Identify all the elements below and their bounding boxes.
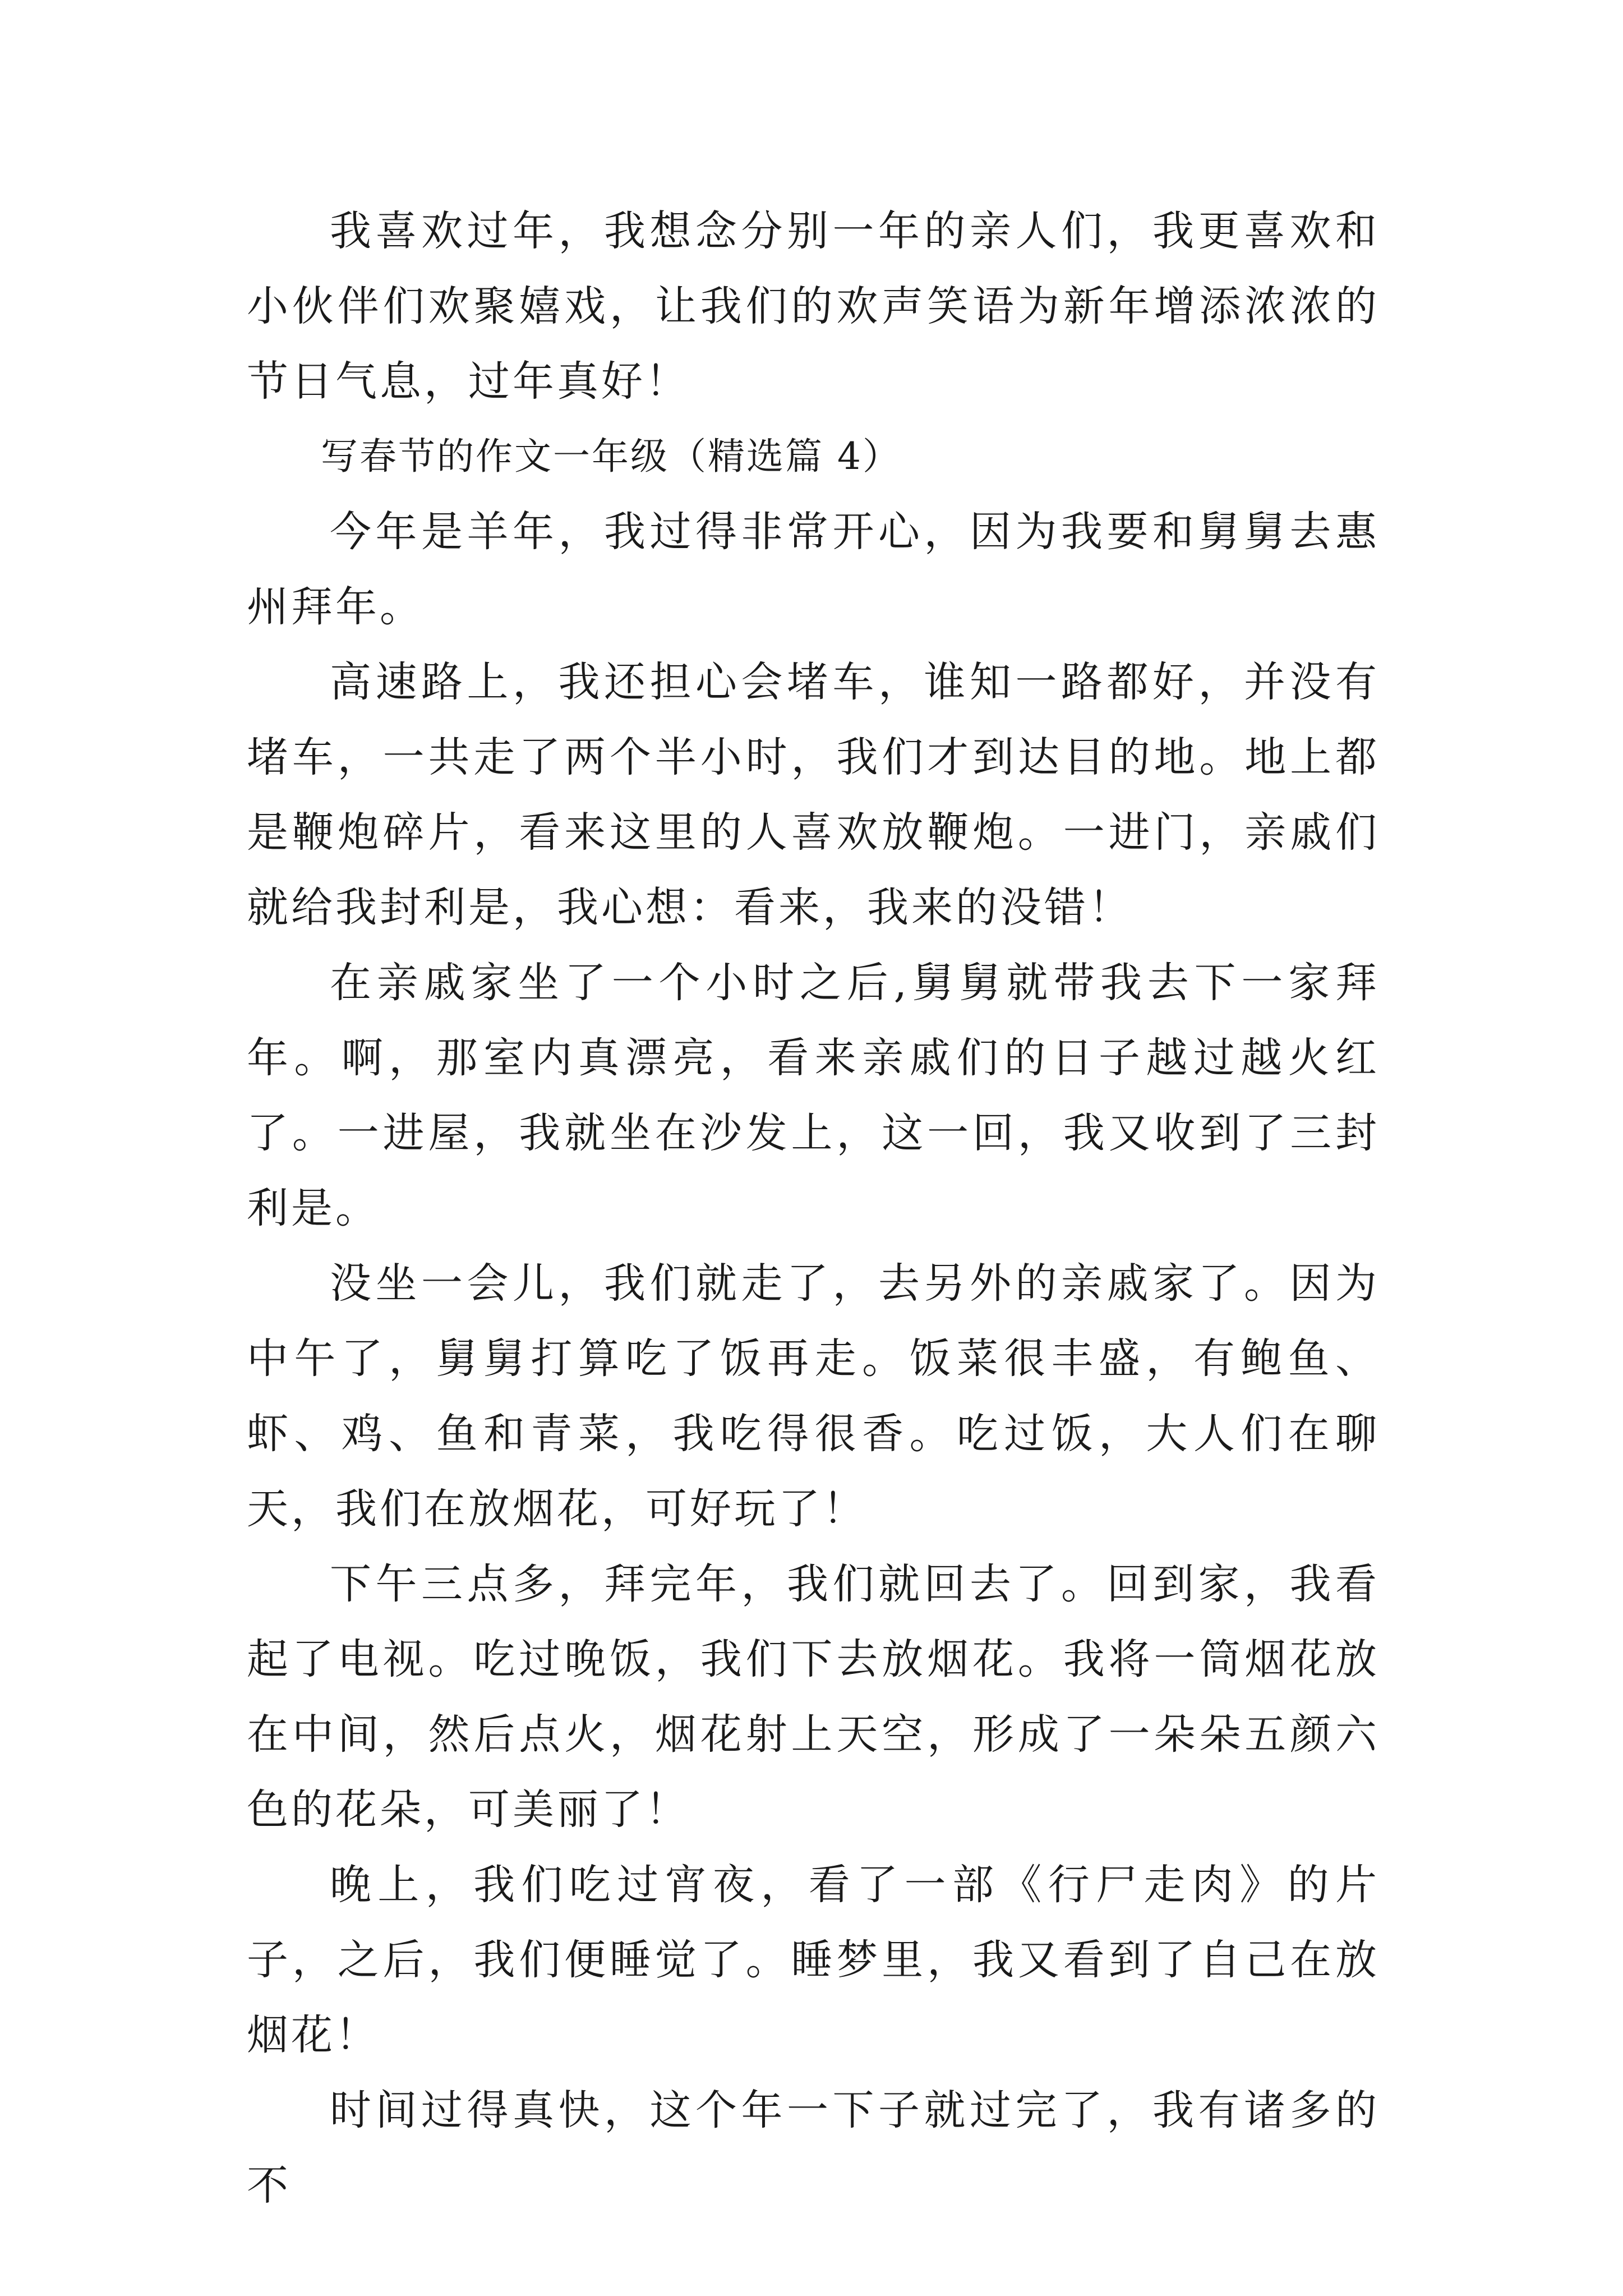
paragraph-5: 下午三点多，拜完年，我们就回去了。回到家，我看起了电视。吃过晚饭，我们下去放烟花。我将一筒烟花放在中间，然后点火，烟花射上天空，形成了一朵朵五颜六色的花朵，可美丽了！	[247, 1560, 1380, 1834]
paragraph-3: 在亲戚家坐了一个小时之后,舅舅就带我去下一家拜年。啊，那室内真漂亮，看来亲戚们的日子越过越火红了。一进屋，我就坐在沙发上，这一回，我又收到了三封利是。	[247, 959, 1380, 1232]
paragraph-2: 高速路上，我还担心会堵车，谁知一路都好，并没有堵车，一共走了两个半小时，我们才到达目的地。地上都是鞭炮碎片，看来这里的人喜欢放鞭炮。一进门，亲戚们就给我封利是，我心想：看来，我来的没错！	[247, 658, 1380, 932]
paragraph-4: 没坐一会儿，我们就走了，去另外的亲戚家了。因为中午了，舅舅打算吃了饭再走。饭菜很丰盛，有鲍鱼、虾、鸡、鱼和青菜，我吃得很香。吃过饭，大人们在聊天，我们在放烟花，可好玩了！	[247, 1259, 1380, 1533]
document-body	[247, 194, 1380, 2223]
paragraph-intro-end: 我喜欢过年，我想念分别一年的亲人们，我更喜欢和小伙伴们欢聚嬉戏，让我们的欢声笑语为新年增添浓浓的节日气息，过年真好！	[247, 207, 1380, 406]
paragraph-6: 晚上，我们吃过宵夜，看了一部《行尸走肉》的片子，之后，我们便睡觉了。睡梦里，我又看到了自己在放烟花！	[247, 1861, 1380, 2059]
paragraph-7: 时间过得真快，这个年一下子就过完了，我有诸多的不	[247, 2086, 1380, 2210]
section-title: 写春节的作文一年级（精选篇 4）	[321, 435, 901, 478]
paragraph-1: 今年是羊年，我过得非常开心，因为我要和舅舅去惠州拜年。	[247, 508, 1380, 631]
